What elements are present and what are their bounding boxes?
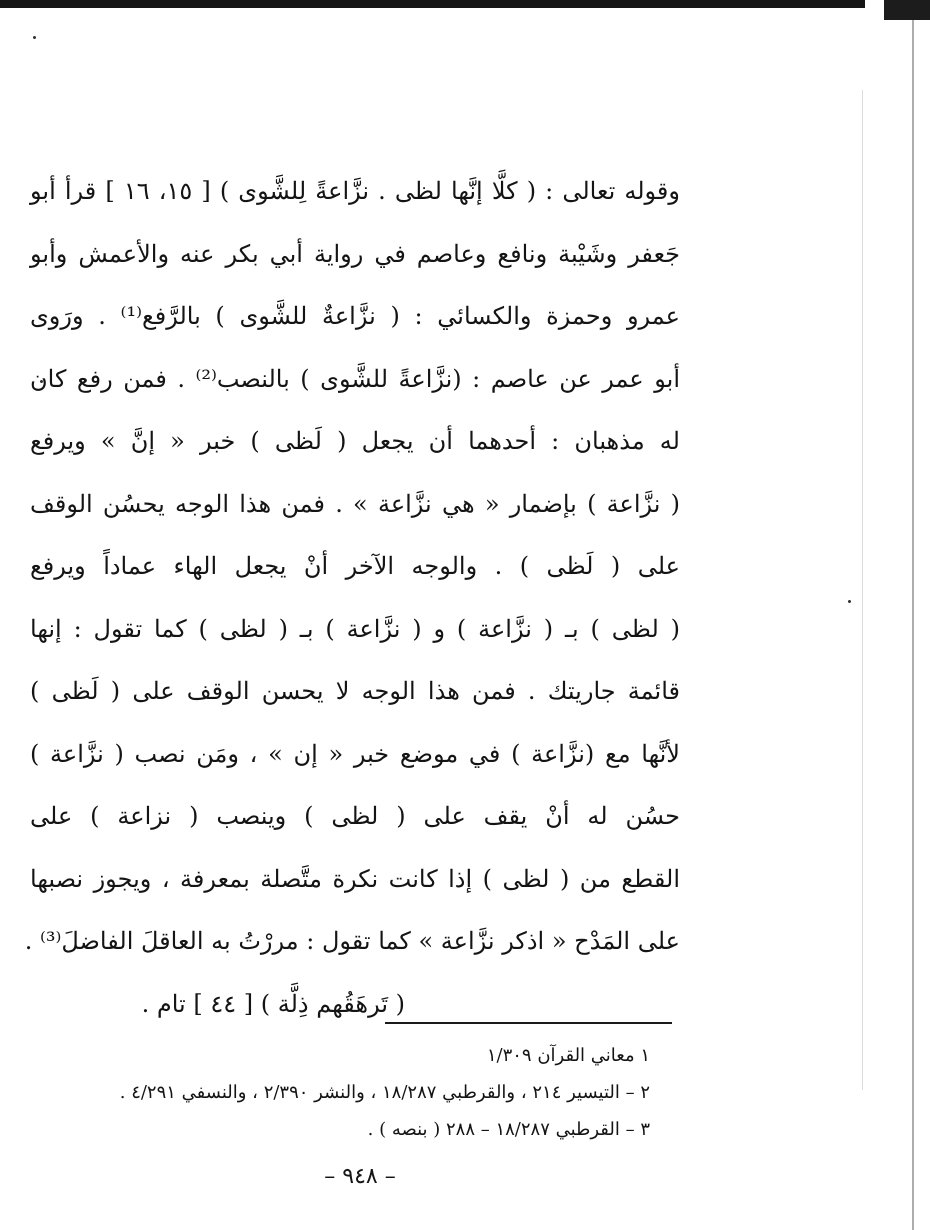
footnotes (30, 1037, 650, 1148)
text-line: القطع من ( لظى ) إذا كانت نكرة متَّصلة بمعرفة ، ويجوز نصبها (30, 864, 680, 893)
text-line: له مذهبان : أحدهما أن يجعل ( لَظى ) خبر « إنَّ » ويرفع (30, 427, 680, 455)
footnote-separator (385, 1022, 672, 1024)
text-line: عمرو وحمزة والكسائي : ( نزَّاعةٌ للشَّوى ) بالرَّفع⁽¹⁾ . ورَوى (30, 302, 680, 330)
scan-edge-line (912, 20, 914, 1230)
scan-top-border (0, 0, 865, 8)
text-line: على المَدْح « اذكر نزَّاعة » كما تقول : مررْتُ به العاقلَ الفاضلَ⁽³⁾ . (24, 927, 680, 955)
text-line: جَعفر وشَيْبة ونافع وعاصم في رواية أبي بكر عنه والأعمش وأبو (30, 239, 680, 268)
footnote-item: ٢ – التيسير ٢١٤ ، والقرطبي ١٨/٢٨٧ ، والنشر ٢/٣٩٠ ، والنسفي ٤/٢٩١ . (119, 1082, 650, 1103)
text-line: لأنَّها مع (نزَّاعة ) في موضع خبر « إن » ، ومَن نصب ( نزَّاعة ) (30, 739, 680, 768)
text-line: على ( لَظى ) . والوجه الآخر أنْ يجعل الهاء عماداً ويرفع (30, 552, 680, 580)
text-line: وقوله تعالى : ( كلَّا إنَّها لظى . نزَّاعةً لِلشَّوى ) [ ١٥، ١٦ ] قرأ أبو (30, 177, 680, 205)
scan-bleed-line (862, 90, 863, 1090)
text-line: أبو عمر عن عاصم : (نزَّاعةً للشَّوى ) بالنصب⁽²⁾ . فمن رفع كان (30, 364, 680, 393)
text-line: حسُن له أنْ يقف على ( لظى ) وينصب ( نزاعة ) على (30, 802, 680, 830)
footnote-item: ١ معاني القرآن ١/٣٠٩ (486, 1045, 650, 1066)
scan-speck (848, 600, 851, 603)
page-number: – ٩٤٨ – (324, 1164, 396, 1189)
footnote-item: ٣ – القرطبي ١٨/٢٨٧ – ٢٨٨ ( بنصه ) . (367, 1119, 650, 1140)
page-body-text (24, 160, 680, 1035)
text-line: ( نزَّاعة ) بإضمار « هي نزَّاعة » . فمن هذا الوجه يحسُن الوقف (30, 489, 680, 518)
text-line: قائمة جاريتك . فمن هذا الوجه لا يحسن الوقف على ( لَظى ) (30, 677, 680, 705)
text-line: ( لظى ) بـ ( نزَّاعة ) و ( نزَّاعة ) بـ ( لظى ) كما تقول : إنها (30, 614, 680, 643)
scan-speck (33, 36, 36, 39)
scan-corner-mark (884, 0, 930, 20)
text-line: ( تَرهَقُهم ذِلَّة ) [ ٤٤ ] تام . (141, 989, 405, 1018)
